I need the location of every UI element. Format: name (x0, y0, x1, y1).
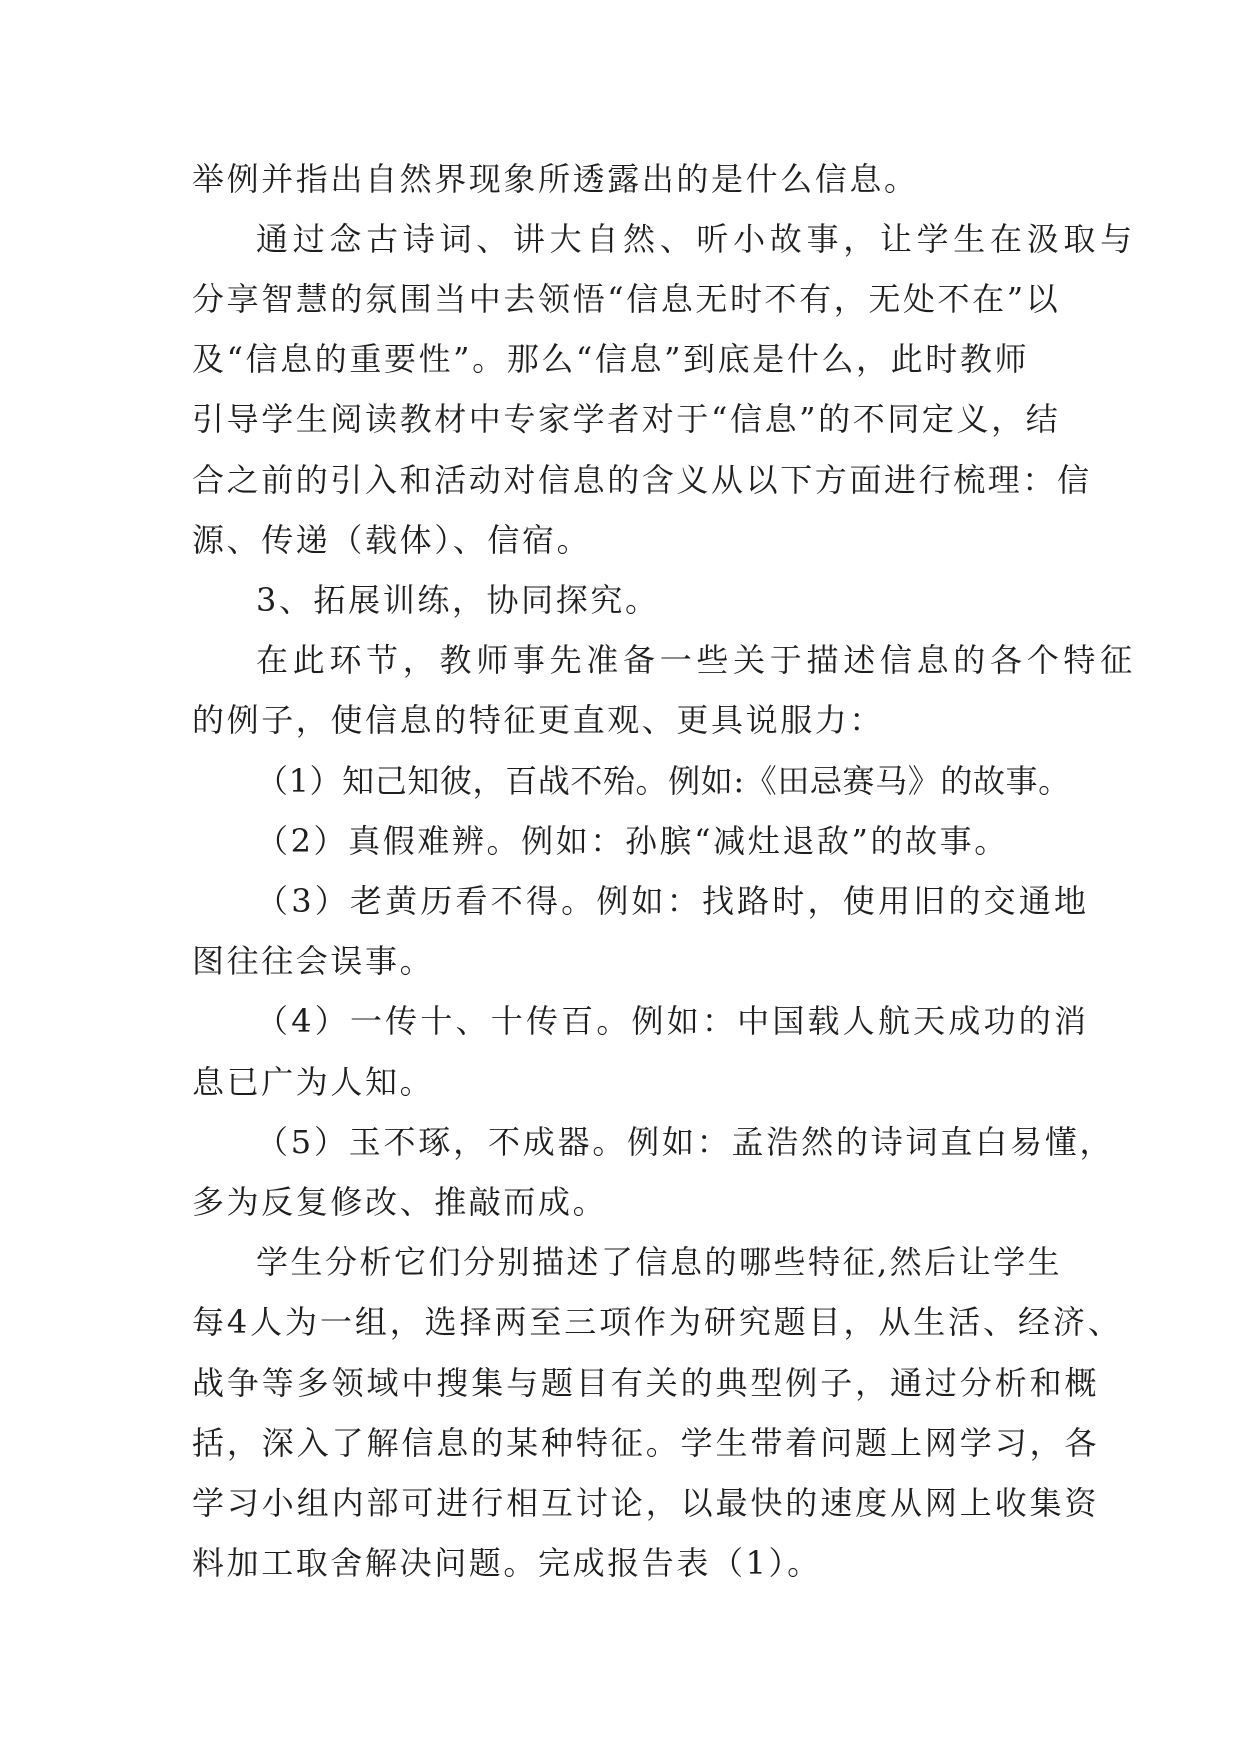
text-line: 合之前的引入和活动对信息的含义从以下方面进行梳理：信 (192, 461, 1092, 499)
list-item: （2）真假难辨。例如：孙膑“减灶退敌”的故事。 (256, 822, 1009, 860)
text-line: 源、传递（载体）、信宿。 (192, 521, 592, 559)
text-line: 战争等多领域中搜集与题目有关的典型例子，通过分析和概 (192, 1364, 1100, 1402)
text-line: 息已广为人知。 (192, 1063, 435, 1101)
paragraph-first-line: 在此环节，教师事先准备一些关于描述信息的各个特征 (256, 641, 1137, 679)
list-item: （3）老黄历看不得。例如：找路时，使用旧的交通地 (256, 882, 1090, 920)
text-line: 的例子，使信息的特征更直观、更具说服力： (192, 701, 885, 739)
list-item: （4）一传十、十传百。例如：中国载人航天成功的消 (256, 1002, 1090, 1040)
text-line: 举例并指出自然界现象所透露出的是什么信息。 (192, 160, 919, 198)
paragraph-first-line: 通过念古诗词、讲大自然、听小故事，让学生在汲取与 (256, 220, 1137, 258)
text-line: 学习小组内部可进行相互讨论，以最快的速度从网上收集资 (192, 1484, 1100, 1522)
text-line: 及“信息的重要性”。那么“信息”到底是什么，此时教师 (192, 340, 1030, 378)
text-line: 引导学生阅读教材中专家学者对于“信息”的不同定义，结 (192, 400, 1061, 438)
list-item: （5）玉不琢，不成器。例如：孟浩然的诗词直白易懂， (256, 1123, 1115, 1161)
text-line: 图往往会误事。 (192, 942, 435, 980)
text-line: 料加工取舍解决问题。完成报告表（1）。 (192, 1544, 822, 1582)
text-line: 分享智慧的氛围当中去领悟“信息无时不有，无处不在”以 (192, 280, 1061, 318)
paragraph-first-line: 学生分析它们分别描述了信息的哪些特征,然后让学生 (256, 1243, 1063, 1281)
list-item: （1）知己知彼，百战不殆。例如:《田忌赛马》的故事。 (256, 762, 1071, 800)
section-heading: 3、拓展训练，协同探究。 (256, 581, 660, 619)
text-line: 每4人为一组，选择两至三项作为研究题目，从生活、经济、 (192, 1303, 1123, 1341)
text-line: 多为反复修改、推敲而成。 (192, 1183, 608, 1221)
text-line: 括，深入了解信息的某种特征。学生带着问题上网学习，各 (192, 1424, 1100, 1462)
